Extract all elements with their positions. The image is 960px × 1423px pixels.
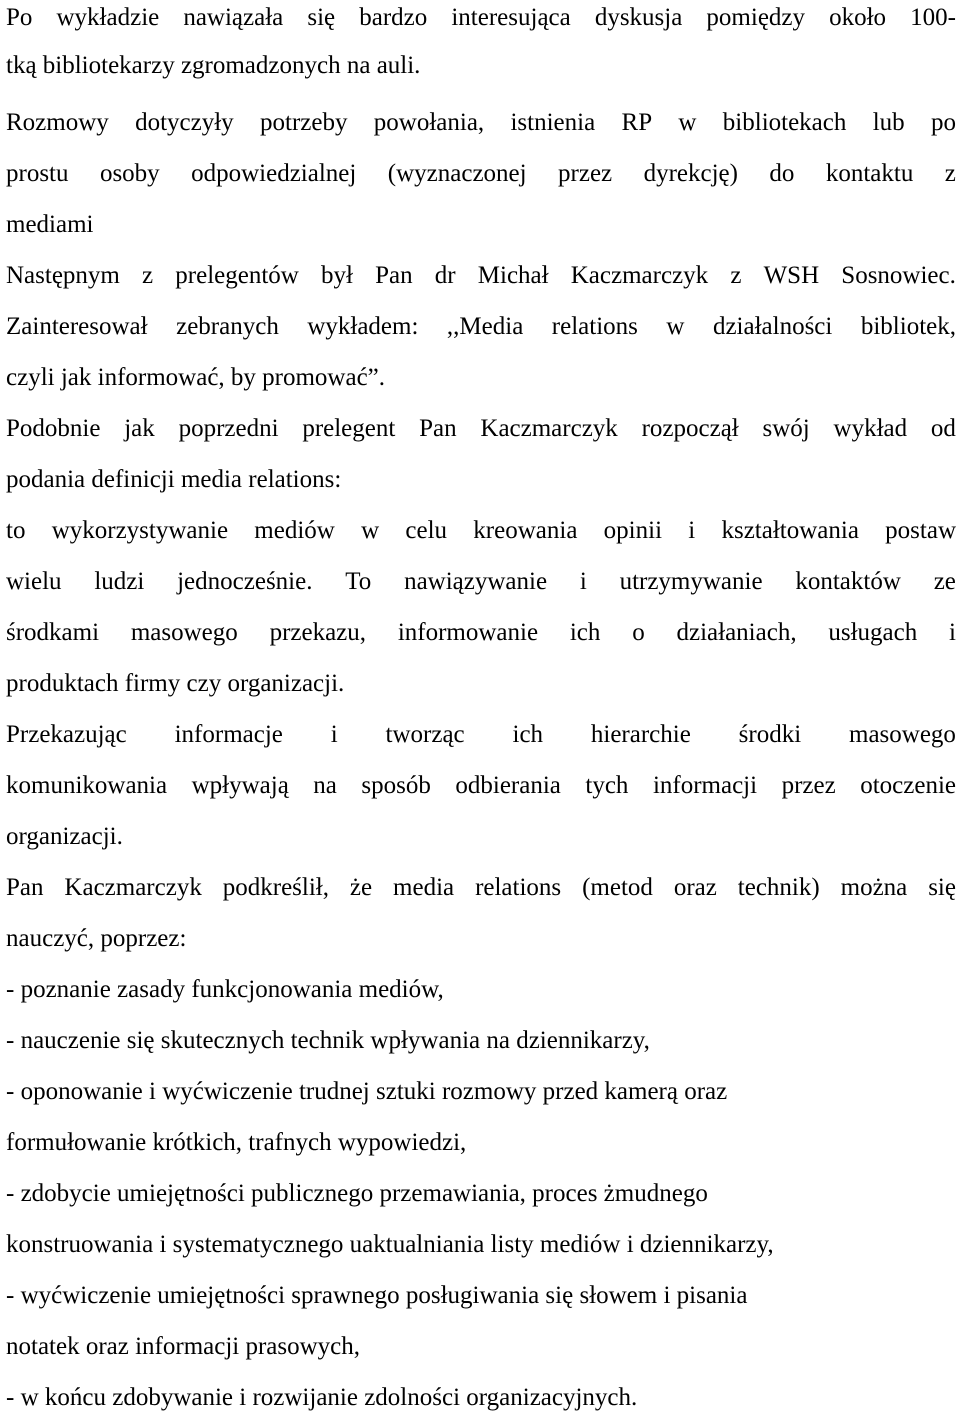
word: utrzymywanie bbox=[619, 568, 763, 595]
word: i bbox=[949, 619, 956, 646]
word: o bbox=[632, 619, 645, 646]
word: że bbox=[349, 874, 373, 901]
text-line: podania definicji media relations: bbox=[6, 466, 342, 493]
word: był bbox=[321, 262, 353, 289]
word: istnienia bbox=[510, 109, 596, 136]
word: się bbox=[307, 4, 336, 31]
word: masowego bbox=[849, 721, 956, 748]
word: Podobnie bbox=[6, 415, 101, 442]
text-line bbox=[6, 760, 956, 811]
word: się bbox=[928, 874, 956, 901]
word: kontaktów bbox=[795, 568, 901, 595]
word: usługach bbox=[828, 619, 918, 646]
word: na bbox=[313, 772, 337, 799]
word: to bbox=[6, 517, 26, 544]
word: informacji bbox=[652, 772, 758, 799]
word: wykorzystywanie bbox=[51, 517, 229, 544]
word: powołania, bbox=[373, 109, 485, 136]
word: ich bbox=[569, 619, 601, 646]
word: działalności bbox=[712, 313, 833, 340]
word: około bbox=[829, 4, 887, 31]
text-line: - poznanie zasady funkcjonowania mediów, bbox=[6, 976, 444, 1003]
word: Kaczmarczyk bbox=[570, 262, 709, 289]
word: dyrekcję) bbox=[643, 160, 738, 187]
word: relations bbox=[551, 313, 638, 340]
word: Pan bbox=[6, 874, 44, 901]
text-line: notatek oraz informacji prasowych, bbox=[6, 1333, 361, 1360]
text-line: organizacji. bbox=[6, 823, 123, 850]
word: hierarchie bbox=[590, 721, 691, 748]
word: i bbox=[579, 568, 587, 595]
word: komunikowania bbox=[6, 772, 168, 799]
word: informacje bbox=[174, 721, 283, 748]
text-line: - nauczenie się skutecznych technik wpływania na dziennikarzy, bbox=[6, 1027, 650, 1054]
word: Sosnowiec. bbox=[841, 262, 956, 289]
text-line: produktach firmy czy organizacji. bbox=[6, 670, 345, 697]
word: mediów bbox=[254, 517, 335, 544]
word: odpowiedzialnej bbox=[191, 160, 357, 187]
word: pomiędzy bbox=[706, 4, 806, 31]
word: wielu bbox=[6, 568, 62, 595]
word: postaw bbox=[885, 517, 956, 544]
text-line: - oponowanie i wyćwiczenie trudnej sztuki rozmowy przed kamerą oraz bbox=[6, 1078, 728, 1105]
word: Pan bbox=[419, 415, 457, 442]
document-page bbox=[6, 0, 956, 1423]
word: środki bbox=[738, 721, 802, 748]
word: wykład bbox=[833, 415, 908, 442]
word: wpływają bbox=[191, 772, 289, 799]
word: podkreślił, bbox=[222, 874, 329, 901]
word: nawiązała bbox=[183, 4, 284, 31]
word: można bbox=[840, 874, 908, 901]
word: odbierania bbox=[455, 772, 561, 799]
text-line: - wyćwiczenie umiejętności sprawnego posługiwania się słowem i pisania bbox=[6, 1282, 748, 1309]
word: celu bbox=[405, 517, 448, 544]
text-line bbox=[6, 97, 956, 148]
word: Michał bbox=[477, 262, 549, 289]
text-line bbox=[6, 301, 956, 352]
word: technik) bbox=[737, 874, 820, 901]
text-line: - zdobycie umiejętności publicznego przemawiania, proces żmudnego bbox=[6, 1180, 708, 1207]
word: Następnym bbox=[6, 262, 120, 289]
word: z bbox=[944, 160, 956, 187]
word: dyskusja bbox=[594, 4, 683, 31]
text-line bbox=[6, 556, 956, 607]
word: do bbox=[769, 160, 795, 187]
word: w bbox=[666, 313, 685, 340]
word: bibliotekach bbox=[722, 109, 847, 136]
word: Pan bbox=[375, 262, 413, 289]
text-line bbox=[6, 607, 956, 658]
word: (metod bbox=[582, 874, 653, 901]
text-line: nauczyć, poprzez: bbox=[6, 925, 187, 952]
word: prelegentów bbox=[175, 262, 299, 289]
word: Kaczmarczyk bbox=[64, 874, 202, 901]
word: wykładem: bbox=[307, 313, 419, 340]
word: masowego bbox=[130, 619, 238, 646]
word: (wyznaczonej bbox=[387, 160, 527, 187]
text-line: formułowanie krótkich, trafnych wypowiedzi, bbox=[6, 1129, 467, 1156]
word: Rozmowy bbox=[6, 109, 109, 136]
word: lub bbox=[872, 109, 905, 136]
word: od bbox=[930, 415, 956, 442]
word: WSH bbox=[763, 262, 820, 289]
word: ,,Media bbox=[446, 313, 524, 340]
word: informowanie bbox=[397, 619, 539, 646]
word: z bbox=[142, 262, 154, 289]
word: przez bbox=[558, 160, 613, 187]
word: opinii bbox=[603, 517, 663, 544]
word: Po bbox=[6, 4, 33, 31]
word: kontaktu bbox=[825, 160, 914, 187]
word: rozpoczął bbox=[641, 415, 739, 442]
word: wykładzie bbox=[56, 4, 160, 31]
word: i bbox=[330, 721, 338, 748]
word: prostu bbox=[6, 160, 69, 187]
word: ich bbox=[512, 721, 544, 748]
word: relations bbox=[475, 874, 562, 901]
word: kształtowania bbox=[721, 517, 859, 544]
word: osoby bbox=[99, 160, 160, 187]
word: dotyczyły bbox=[135, 109, 234, 136]
word: środkami bbox=[6, 619, 100, 646]
text-line: mediami bbox=[6, 211, 94, 238]
text-line: konstruowania i systematycznego uaktualniania listy mediów i dziennikarzy, bbox=[6, 1231, 774, 1258]
text-line bbox=[6, 505, 956, 556]
word: RP bbox=[621, 109, 653, 136]
word: kreowania bbox=[473, 517, 578, 544]
text-line bbox=[6, 0, 956, 35]
word: ludzi bbox=[94, 568, 145, 595]
text-line bbox=[6, 862, 956, 913]
word: bibliotek, bbox=[860, 313, 956, 340]
word: otoczenie bbox=[860, 772, 956, 799]
word: zebranych bbox=[176, 313, 279, 340]
word: przekazu, bbox=[269, 619, 367, 646]
text-line bbox=[6, 250, 956, 301]
word: z bbox=[730, 262, 742, 289]
word: 100- bbox=[910, 4, 956, 31]
word: interesująca bbox=[451, 4, 571, 31]
word: ze bbox=[933, 568, 956, 595]
word: jak bbox=[124, 415, 155, 442]
word: To bbox=[345, 568, 372, 595]
word: oraz bbox=[673, 874, 717, 901]
text-line bbox=[6, 148, 956, 199]
text-line bbox=[6, 403, 956, 454]
word: tych bbox=[585, 772, 629, 799]
word: jednocześnie. bbox=[177, 568, 313, 595]
word: w bbox=[678, 109, 697, 136]
word: prelegent bbox=[302, 415, 396, 442]
word: bardzo bbox=[359, 4, 428, 31]
word: Zainteresował bbox=[6, 313, 148, 340]
word: nawiązywanie bbox=[404, 568, 548, 595]
word: dr bbox=[434, 262, 456, 289]
word: sposób bbox=[361, 772, 431, 799]
text-line: czyli jak informować, by promować”. bbox=[6, 364, 386, 391]
word: Przekazując bbox=[6, 721, 127, 748]
text-line: tką bibliotekarzy zgromadzonych na auli. bbox=[6, 52, 421, 79]
word: tworząc bbox=[385, 721, 465, 748]
word: działaniach, bbox=[676, 619, 797, 646]
word: Kaczmarczyk bbox=[480, 415, 618, 442]
word: media bbox=[393, 874, 455, 901]
word: i bbox=[688, 517, 696, 544]
word: przez bbox=[781, 772, 836, 799]
text-line: - w końcu zdobywanie i rozwijanie zdolności organizacyjnych. bbox=[6, 1384, 638, 1411]
word: potrzeby bbox=[260, 109, 348, 136]
text-line bbox=[6, 709, 956, 760]
word: swój bbox=[762, 415, 810, 442]
word: poprzedni bbox=[178, 415, 279, 442]
word: w bbox=[361, 517, 380, 544]
word: po bbox=[930, 109, 956, 136]
